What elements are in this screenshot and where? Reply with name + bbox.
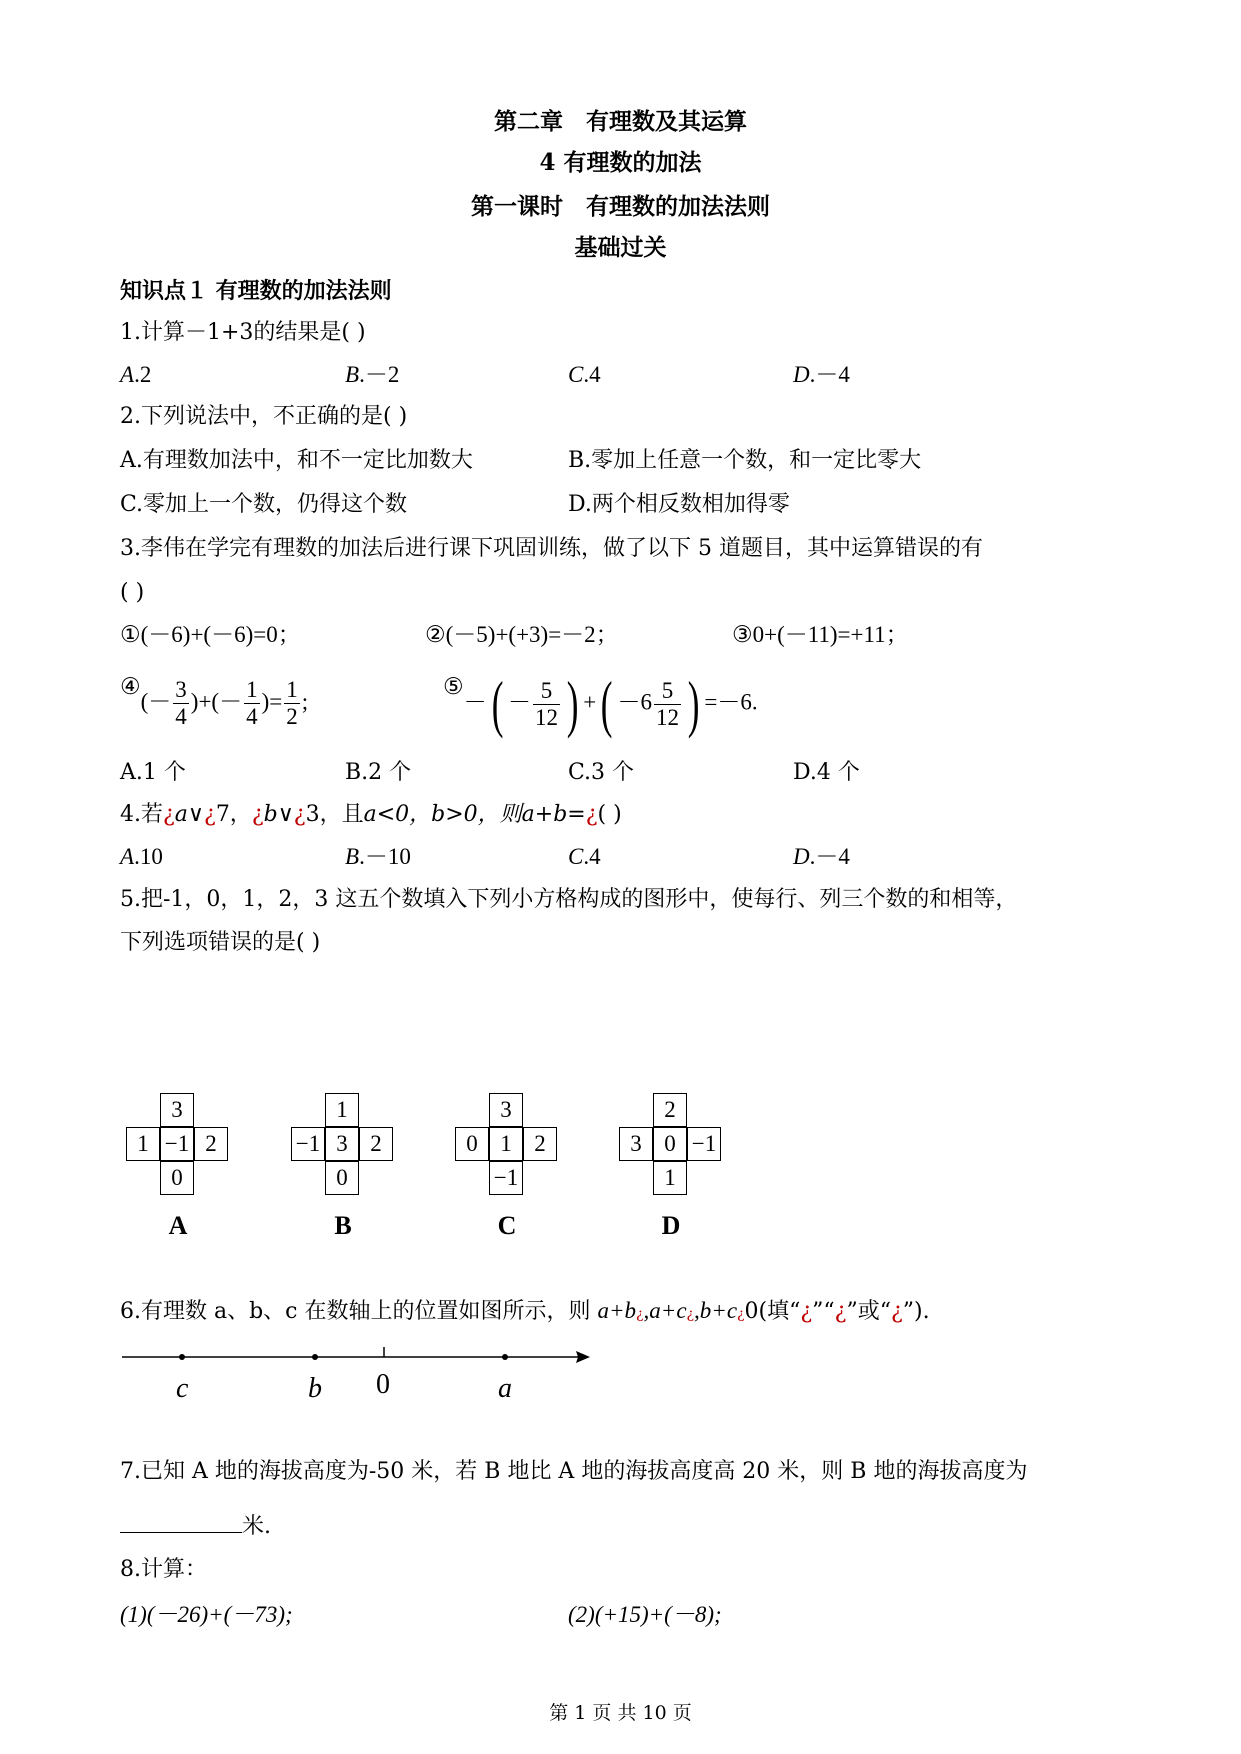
grid-cell-left: 3 (619, 1127, 653, 1161)
chapter-title: 第二章 有理数及其运算 (494, 108, 747, 135)
q2-option-a: A.有理数加法中，和不一定比加数大 (120, 448, 473, 473)
q4-stem: 4.若¿a∨¿7，¿b∨¿3，且a<0，b>0，则a+b=¿( ) (120, 802, 622, 827)
grid-figure-a (126, 1093, 230, 1240)
section-title: 4 有理数的加法 (539, 149, 702, 176)
grid-figure-b (291, 1093, 395, 1240)
label-a: a (498, 1373, 512, 1404)
grid-cell-bottom: 0 (325, 1161, 359, 1195)
number-line-figure (120, 1345, 600, 1411)
q8-stem: 8.计算： (120, 1557, 207, 1582)
point-b (312, 1354, 318, 1360)
page-footer: 第 1 页 共 10 页 (549, 1702, 692, 1724)
q3-item-2: ②(－5)+(+3)=－2； (425, 622, 619, 647)
q4-option-a: A.10 (120, 844, 163, 869)
q7-blank[interactable] (120, 1510, 242, 1533)
grid-cell-center: 0 (653, 1127, 687, 1161)
q8-part-1: (1)(－26)+(－73); (120, 1602, 293, 1627)
grid-cell-top: 3 (160, 1093, 194, 1127)
q3-item-5: ⑤－( － $\frac{5}{12}$ ) +( －6 $\frac{5}{12}$ ) =－6. (443, 668, 758, 739)
q3-option-d: D.4 个 (793, 760, 860, 785)
q3-option-b: B.2 个 (345, 760, 412, 785)
q1-option-b: B.－2 (345, 362, 400, 387)
grid-caption: B (334, 1211, 352, 1240)
label-c: c (176, 1373, 189, 1404)
q1-option-a: A.2 (120, 362, 152, 387)
grid-cell-bottom: 1 (653, 1161, 687, 1195)
q2-option-c: C.零加上一个数，仍得这个数 (120, 492, 408, 517)
label-b: b (308, 1373, 322, 1404)
q7-stem: 7.已知 A 地的海拔高度为-50 米，若 B 地比 A 地的海拔高度高 20 米，则 B 地的海拔高度为 (120, 1459, 1028, 1484)
grid-cell-top: 3 (489, 1093, 523, 1127)
point-a (502, 1354, 508, 1360)
grid-cell-left: −1 (291, 1127, 325, 1161)
q3-stem: 3.李伟在学完有理数的加法后进行课下巩固训练，做了以下 5 道题目，其中运算错误的有 (120, 536, 983, 561)
grid-cell-right: −1 (687, 1127, 721, 1161)
point-c (179, 1354, 185, 1360)
q3-option-c: C.3 个 (568, 760, 635, 785)
q6-stem: 6.有理数 a、b、c 在数轴上的位置如图所示，则 a+b¿,a+c¿,b+c¿0(填“¿”“¿”或“¿”). (120, 1298, 930, 1324)
grid-cell-left: 0 (455, 1127, 489, 1161)
lesson-title: 第一课时 有理数的加法法则 (471, 193, 770, 220)
q2-option-b: B.零加上任意一个数，和一定比零大 (568, 448, 922, 473)
q2-option-d: D.两个相反数相加得零 (568, 492, 790, 517)
label-zero: 0 (376, 1369, 390, 1400)
q1-option-d: D.－4 (793, 362, 850, 387)
grid-cell-top: 1 (325, 1093, 359, 1127)
q3-option-a: A.1 个 (120, 760, 186, 785)
q4-option-c: C.4 (568, 844, 601, 869)
grid-caption: A (168, 1211, 188, 1240)
grid-cell-left: 1 (126, 1127, 160, 1161)
arrow-right-icon (576, 1351, 590, 1363)
grid-cell-right: 2 (194, 1127, 228, 1161)
grid-cell-right: 2 (523, 1127, 557, 1161)
grid-caption: D (661, 1211, 681, 1240)
q4-option-d: D.－4 (793, 844, 850, 869)
q3-item-3: ③0+(－11)=+11； (732, 622, 909, 647)
q3-item-4: ④(－ $\frac{3}{4}$ )+(－ $\frac{1}{4}$ )= $\frac{1}{2}$ ; (120, 674, 309, 730)
q2-stem: 2.下列说法中，不正确的是( ) (120, 404, 408, 429)
q5-stem-line2: 下列选项错误的是( ) (120, 930, 321, 955)
q3-paren: ( ) (120, 580, 145, 605)
q1-option-c: C.4 (568, 362, 601, 387)
grid-figure-d (619, 1093, 723, 1240)
q8-part-2: (2)(+15)+(－8); (568, 1602, 722, 1627)
q4-option-b: B.－10 (345, 844, 411, 869)
grid-cell-right: 2 (359, 1127, 393, 1161)
q3-item-1: ①(－6)+(－6)=0； (120, 622, 301, 647)
q1-stem: 1.计算－1+3的结果是( ) (120, 320, 366, 345)
grid-cell-bottom: 0 (160, 1161, 194, 1195)
q7-answer-line: 米. (120, 1510, 271, 1542)
grid-cell-center: 1 (489, 1127, 523, 1161)
q5-stem-line1: 5.把-1，0，1，2，3 这五个数填入下列小方格构成的图形中，使每行、列三个数的和相等， (120, 887, 1018, 912)
grid-caption: C (497, 1211, 517, 1240)
part-title: 基础过关 (574, 234, 667, 261)
grid-cell-center: 3 (325, 1127, 359, 1161)
grid-cell-bottom: −1 (489, 1161, 523, 1195)
grid-cell-center: −1 (160, 1127, 194, 1161)
grid-cell-top: 2 (653, 1093, 687, 1127)
grid-figure-c (455, 1093, 559, 1240)
knowledge-point-heading: 知识点１ 有理数的加法法则 (120, 278, 392, 304)
